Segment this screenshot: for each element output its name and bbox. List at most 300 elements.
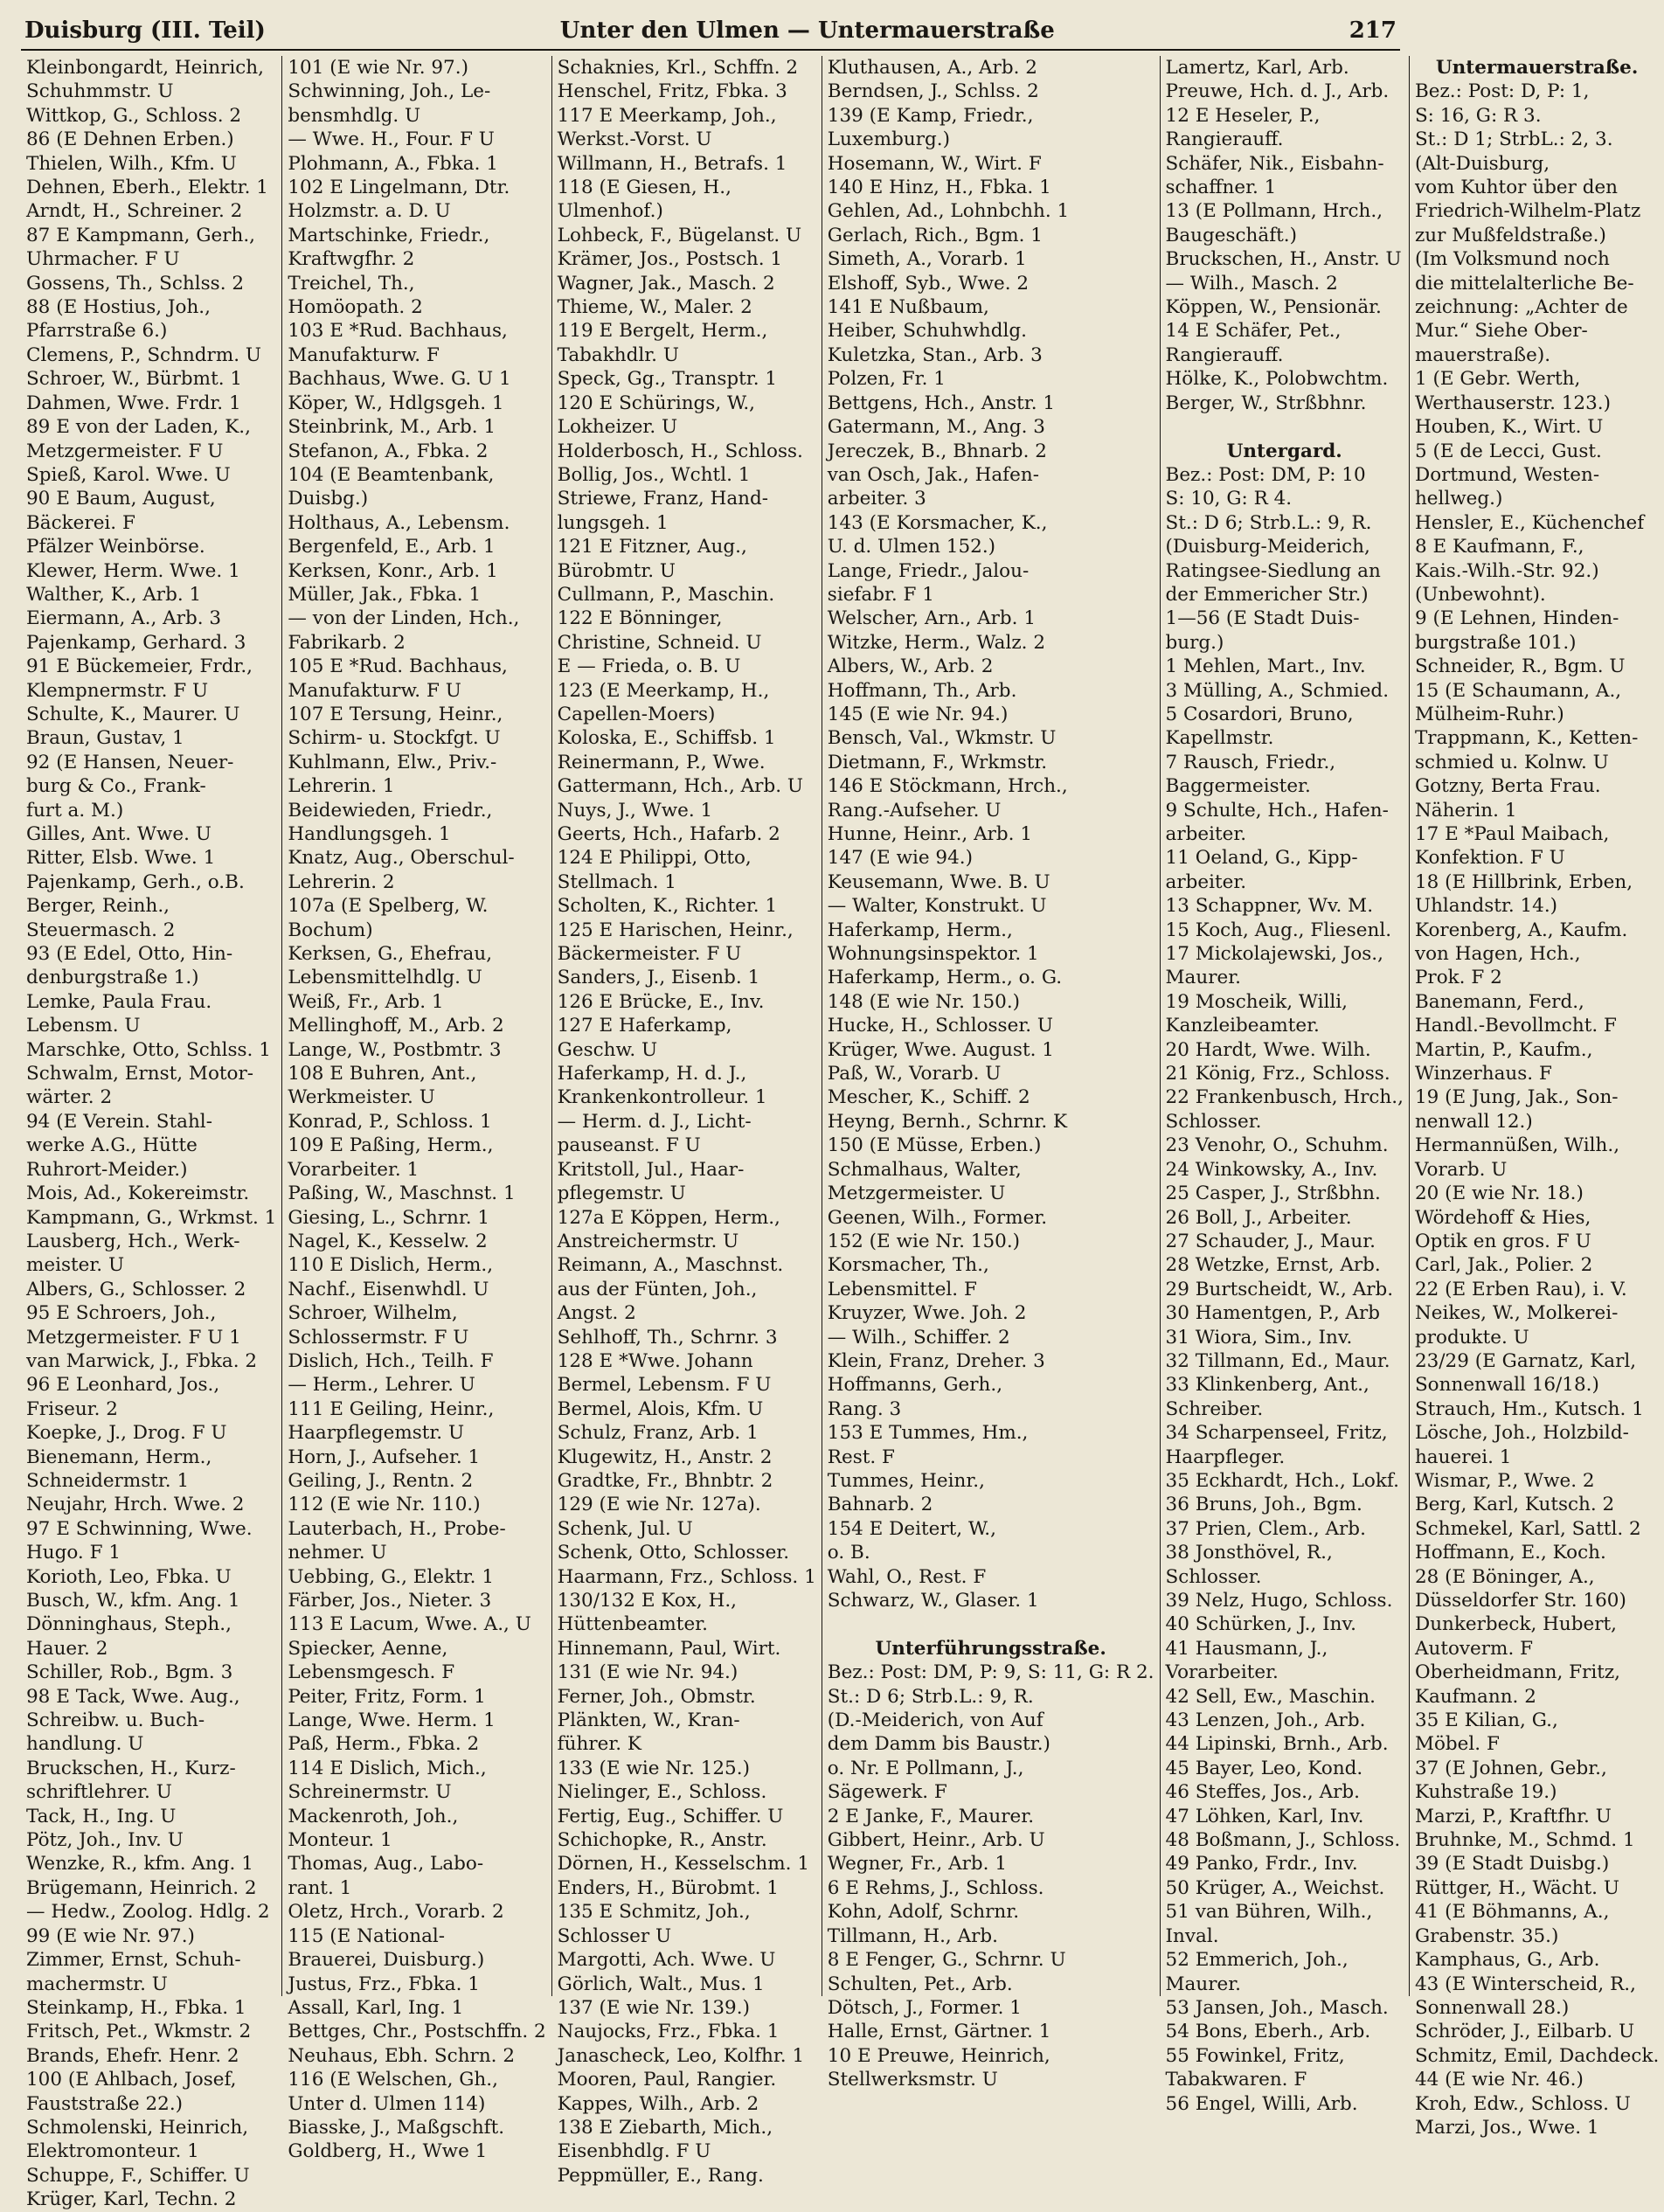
directory-entry: St.: D 6; Strb.L.: 9, R. bbox=[1165, 511, 1372, 534]
directory-entry: Heyng, Bernh., Schrnr. K bbox=[827, 1110, 1068, 1133]
street-heading: Untermauerstraße. bbox=[1435, 57, 1639, 79]
directory-entry: Walther, K., Arb. 1 bbox=[26, 583, 202, 606]
directory-entry: S: 16, G: R 3. bbox=[1414, 104, 1542, 127]
directory-entry: burg.) bbox=[1165, 631, 1224, 654]
directory-entry: Kerksen, G., Ehefrau, bbox=[288, 943, 493, 966]
directory-entry: 23 Venohr, O., Schuhm. bbox=[1165, 1134, 1389, 1157]
directory-entry: Heiber, Schuhwhdlg. bbox=[827, 320, 1027, 343]
directory-entry: Krämer, Jos., Postsch. 1 bbox=[557, 248, 783, 271]
directory-entry: Neujahr, Hrch. Wwe. 2 bbox=[26, 1494, 245, 1516]
directory-entry: Bäckermeister. F U bbox=[557, 943, 742, 966]
directory-entry: von Hagen, Hch., bbox=[1414, 943, 1581, 966]
directory-entry: Angst. 2 bbox=[557, 1302, 636, 1325]
directory-entry: Köppen, W., Pensionär. bbox=[1165, 296, 1382, 319]
directory-entry: 98 E Tack, Wwe. Aug., bbox=[26, 1685, 240, 1708]
directory-entry: Weiß, Fr., Arb. 1 bbox=[288, 990, 444, 1013]
directory-entry bbox=[1166, 415, 1404, 439]
directory-entry: Wismar, P., Wwe. 2 bbox=[1414, 1469, 1595, 1492]
directory-entry: Geenen, Wilh., Former. bbox=[827, 1206, 1048, 1229]
directory-entry: Paß, W., Vorarb. U bbox=[827, 1063, 1002, 1085]
directory-entry: Kuhlmann, Elw., Priv.- bbox=[288, 751, 497, 773]
directory-entry: Paßing, W., Maschnst. 1 bbox=[288, 1182, 516, 1205]
directory-entry: Dietmann, F., Wrkmstr. bbox=[827, 751, 1048, 773]
directory-entry: 42 Sell, Ew., Maschin. bbox=[1165, 1685, 1376, 1708]
directory-entry: 37 (E Johnen, Gebr., bbox=[1414, 1757, 1607, 1779]
column-1 bbox=[21, 56, 282, 2211]
directory-entry: Lauterbach, H., Probe- bbox=[288, 1517, 506, 1540]
directory-entry: St.: D 6; Strb.L.: 9, R. bbox=[827, 1685, 1034, 1708]
directory-entry: Naujocks, Frz., Fbka. 1 bbox=[557, 2021, 780, 2043]
directory-entry: Haferkamp, H. d. J., bbox=[557, 1063, 747, 1085]
directory-entry: Anstreichermstr. U bbox=[557, 1230, 739, 1252]
directory-entry: (Im Volksmund noch bbox=[1414, 248, 1610, 271]
directory-entry: Pfarrstraße 6.) bbox=[26, 320, 168, 343]
directory-entry: Schmolenski, Heinrich, bbox=[26, 2116, 249, 2139]
directory-entry: 50 Krüger, A., Weichst. bbox=[1165, 1876, 1385, 1899]
directory-entry: arbeiter. bbox=[1165, 870, 1247, 893]
directory-entry: Schreinermstr. U bbox=[288, 1781, 452, 1804]
directory-entry: Schaknies, Krl., Schffn. 2 bbox=[557, 57, 799, 79]
directory-entry: Friseur. 2 bbox=[26, 1397, 118, 1420]
directory-entry: 99 (E wie Nr. 97.) bbox=[26, 1924, 195, 1947]
directory-entry: 96 E Leonhard, Jos., bbox=[26, 1374, 220, 1397]
directory-entry: 88 (E Hostius, Joh., bbox=[26, 296, 211, 319]
directory-entry: Mescher, K., Schiff. 2 bbox=[827, 1086, 1030, 1109]
directory-entry: Kluthausen, A., Arb. 2 bbox=[827, 57, 1037, 79]
directory-entry: Geerts, Hch., Hafarb. 2 bbox=[557, 823, 780, 845]
directory-entry: Bienemann, Herm., bbox=[26, 1446, 212, 1468]
directory-entry: Rangierauff. bbox=[1165, 343, 1284, 366]
column-4 bbox=[822, 56, 1161, 2091]
directory-entry: Busch, W., kfm. Ang. 1 bbox=[26, 1590, 240, 1612]
directory-entry: Schwalm, Ernst, Motor- bbox=[26, 1063, 254, 1085]
directory-entry: Haferkamp, Herm., bbox=[827, 919, 1013, 941]
directory-entry: Schneider, R., Bgm. U bbox=[1414, 655, 1626, 678]
directory-entry: 23/29 (E Garnatz, Karl, bbox=[1414, 1349, 1637, 1372]
directory-entry: Oberheidmann, Fritz, bbox=[1414, 1661, 1620, 1684]
directory-entry: meister. U bbox=[26, 1254, 125, 1277]
directory-entry: Striewe, Franz, Hand- bbox=[557, 488, 769, 510]
directory-entry: Hunne, Heinr., Arb. 1 bbox=[827, 823, 1032, 845]
directory-entry: Korenberg, A., Kaufm. bbox=[1414, 919, 1628, 941]
directory-entry: Lausberg, Hch., Werk- bbox=[26, 1230, 240, 1252]
directory-entry: Müller, Jak., Fbka. 1 bbox=[288, 583, 482, 606]
directory-entry: Hölke, K., Polobwchtm. bbox=[1165, 368, 1389, 391]
directory-entry: 122 E Bönninger, bbox=[557, 607, 723, 630]
directory-entry: Gibbert, Heinr., Arb. U bbox=[827, 1829, 1045, 1852]
directory-entry: Düsseldorfer Str. 160) bbox=[1414, 1590, 1626, 1612]
directory-entry: furt a. M.) bbox=[26, 799, 124, 822]
directory-entry: Kleinbongardt, Heinrich, bbox=[26, 57, 264, 79]
directory-entry: 127a E Köppen, Herm., bbox=[557, 1206, 780, 1229]
directory-entry: zur Mußfeldstraße.) bbox=[1414, 224, 1606, 246]
directory-entry: 31 Wiora, Sim., Inv. bbox=[1165, 1326, 1353, 1349]
directory-entry: Goldberg, H., Wwe 1 bbox=[288, 2140, 488, 2163]
directory-entry: Hermannüßen, Wilh., bbox=[1414, 1134, 1620, 1157]
directory-entry: Lehrerin. 2 bbox=[288, 870, 395, 893]
directory-entry: Bochum) bbox=[288, 919, 373, 941]
directory-entry: Rang.-Aufseher. U bbox=[827, 799, 1002, 822]
directory-entry: 125 E Harischen, Heinr., bbox=[557, 919, 794, 941]
directory-entry: Fritsch, Pet., Wkmstr. 2 bbox=[26, 2021, 252, 2043]
directory-entry: 28 Wetzke, Ernst, Arb. bbox=[1165, 1254, 1381, 1277]
directory-entry: Kais.-Wilh.-Str. 92.) bbox=[1414, 559, 1599, 582]
directory-entry: Haarmann, Frz., Schloss. 1 bbox=[557, 1565, 816, 1588]
directory-entry: Grabenstr. 35.) bbox=[1414, 1924, 1559, 1947]
directory-entry: Vorarb. U bbox=[1414, 1158, 1508, 1181]
directory-entry: Scholten, K., Richter. 1 bbox=[557, 895, 778, 918]
directory-entry: bensmhdlg. U bbox=[288, 104, 421, 127]
directory-entry: 113 E Lacum, Wwe. A., U bbox=[288, 1613, 531, 1636]
directory-entry: Ratingsee-Siedlung an bbox=[1165, 559, 1381, 582]
directory-entry: 130/132 E Kox, H., bbox=[557, 1590, 737, 1612]
directory-entry: Kritstoll, Jul., Haar- bbox=[557, 1158, 745, 1181]
directory-entry: — Wwe. H., Four. F U bbox=[288, 128, 495, 151]
directory-entry: Gilles, Ant. Wwe. U bbox=[26, 823, 211, 845]
directory-entry: 135 E Schmitz, Joh., bbox=[557, 1901, 751, 1924]
directory-entry: Knatz, Aug., Oberschul- bbox=[288, 847, 515, 870]
directory-entry: 2 E Janke, F., Maurer. bbox=[827, 1805, 1035, 1827]
directory-entry: — Herm. d. J., Licht- bbox=[557, 1110, 752, 1133]
directory-entry: Bruckschen, H., Anstr. U bbox=[1165, 248, 1402, 271]
directory-entry: Wohnungsinspektor. 1 bbox=[827, 943, 1039, 966]
directory-entry: Dehnen, Eberh., Elektr. 1 bbox=[26, 177, 268, 199]
directory-entry: Uebbing, G., Elektr. 1 bbox=[288, 1565, 495, 1588]
directory-entry: Dahmen, Wwe. Frdr. 1 bbox=[26, 392, 241, 414]
directory-entry: U. d. Ulmen 152.) bbox=[827, 536, 996, 558]
directory-entry: der Emmericher Str.) bbox=[1165, 583, 1369, 606]
directory-entry: machermstr. U bbox=[26, 1973, 168, 1995]
directory-entry: 13 (E Pollmann, Hrch., bbox=[1165, 200, 1383, 223]
directory-entry: dem Damm bis Baustr.) bbox=[827, 1733, 1050, 1756]
directory-entry: 26 Boll, J., Arbeiter. bbox=[1165, 1206, 1352, 1229]
directory-entry: Ritter, Elsb. Wwe. 1 bbox=[26, 847, 216, 870]
directory-entry: 143 (E Korsmacher, K., bbox=[827, 511, 1048, 534]
directory-entry: Brands, Ehefr. Henr. 2 bbox=[26, 2044, 239, 2067]
directory-entry: Schichopke, R., Anstr. bbox=[557, 1829, 767, 1852]
directory-entry: Bruhnke, M., Schmd. 1 bbox=[1414, 1829, 1635, 1852]
directory-entry: Speck, Gg., Transptr. 1 bbox=[557, 368, 778, 391]
directory-entry: Mackenroth, Joh., bbox=[288, 1805, 459, 1827]
directory-entry: 10 E Preuwe, Heinrich, bbox=[827, 2044, 1050, 2067]
directory-entry: Plohmann, A., Fbka. 1 bbox=[288, 152, 498, 175]
directory-entry: Bollig, Jos., Wchtl. 1 bbox=[557, 463, 751, 486]
directory-entry: Schneidermstr. 1 bbox=[26, 1469, 190, 1492]
directory-entry: Schroer, Wilhelm, bbox=[288, 1302, 458, 1325]
directory-entry: Schulz, Franz, Arb. 1 bbox=[557, 1422, 759, 1445]
directory-entry: Krüger, Karl, Techn. 2 bbox=[26, 2188, 237, 2211]
directory-entry: Schuhmmstr. U bbox=[26, 80, 174, 103]
directory-entry: Winzerhaus. F bbox=[1414, 1063, 1552, 1085]
directory-entry: schriftlehrer. U bbox=[26, 1781, 172, 1804]
directory-entry: Dunkerbeck, Hubert, bbox=[1414, 1613, 1617, 1636]
directory-entry: Polzen, Fr. 1 bbox=[827, 368, 946, 391]
directory-entry: 124 E Philippi, Otto, bbox=[557, 847, 752, 870]
directory-entry: Sägewerk. F bbox=[827, 1781, 947, 1804]
directory-entry: Gossens, Th., Schlss. 2 bbox=[26, 272, 245, 295]
directory-entry: 54 Bons, Eberh., Arb. bbox=[1165, 2021, 1371, 2043]
directory-entry: Arndt, H., Schreiner. 2 bbox=[26, 200, 243, 223]
directory-entry: (Unbewohnt). bbox=[1414, 583, 1546, 606]
column-2 bbox=[282, 56, 551, 2163]
directory-entry: Uhrmacher. F U bbox=[26, 248, 180, 271]
column-5 bbox=[1161, 56, 1410, 2115]
directory-entry: 118 (E Giesen, H., bbox=[557, 177, 731, 199]
directory-entry: 114 E Dislich, Mich., bbox=[288, 1757, 487, 1779]
directory-entry: E — Frieda, o. B. U bbox=[557, 655, 741, 678]
directory-entry: Sanders, J., Eisenb. 1 bbox=[557, 967, 760, 989]
directory-entry: schmied u. Kolnw. U bbox=[1414, 751, 1609, 773]
directory-entry: 111 E Geiling, Heinr., bbox=[288, 1397, 495, 1420]
directory-entry: Treichel, Th., bbox=[288, 272, 415, 295]
directory-entry: 47 Löhken, Karl, Inv. bbox=[1165, 1805, 1364, 1827]
directory-entry: 49 Panko, Frdr., Inv. bbox=[1165, 1853, 1358, 1876]
directory-entry: Dötsch, J., Former. 1 bbox=[827, 1996, 1022, 2019]
directory-entry: 133 (E wie Nr. 125.) bbox=[557, 1757, 750, 1779]
directory-entry: 55 Fowinkel, Fritz, bbox=[1165, 2044, 1345, 2067]
directory-entry: Baugeschäft.) bbox=[1165, 224, 1298, 246]
directory-entry: 101 (E wie Nr. 97.) bbox=[288, 57, 468, 79]
directory-entry: Kuhstraße 19.) bbox=[1414, 1781, 1557, 1804]
directory-entry: Kamphaus, G., Arb. bbox=[1414, 1949, 1600, 1972]
directory-entry: Neikes, W., Molkerei- bbox=[1414, 1302, 1619, 1325]
directory-entry: Manufakturw. F U bbox=[288, 679, 461, 702]
directory-entry: Schroer, W., Bürbmt. 1 bbox=[26, 368, 243, 391]
directory-entry: 36 Bruns, Joh., Bgm. bbox=[1165, 1494, 1362, 1516]
directory-entry: Stellmach. 1 bbox=[557, 870, 676, 893]
directory-entry: Korioth, Leo, Fbka. U bbox=[26, 1565, 232, 1588]
directory-entry: Schlosser. bbox=[1165, 1565, 1262, 1588]
directory-entry: burg & Co., Frank- bbox=[26, 775, 206, 798]
directory-entry: Lange, W., Postbmtr. 3 bbox=[288, 1038, 502, 1061]
directory-entry: Prok. F 2 bbox=[1414, 967, 1502, 989]
directory-entry: 17 Mickolajewski, Jos., bbox=[1165, 943, 1383, 966]
directory-entry: Tillmann, H., Arb. bbox=[827, 1924, 998, 1947]
directory-entry: Jereczek, B., Bhnarb. 2 bbox=[827, 440, 1047, 462]
directory-entry: Klugewitz, H., Anstr. 2 bbox=[557, 1446, 773, 1468]
directory-entry: produkte. U bbox=[1414, 1326, 1529, 1349]
directory-entry: Willmann, H., Betrafs. 1 bbox=[557, 152, 787, 175]
directory-entry: Optik en gros. F U bbox=[1414, 1230, 1591, 1252]
directory-entry: Gradtke, Fr., Bhnbtr. 2 bbox=[557, 1469, 773, 1492]
directory-entry: mauerstraße). bbox=[1414, 343, 1551, 366]
directory-entry: Kraftwgfhr. 2 bbox=[288, 248, 415, 271]
directory-entry: Schuppe, F., Schiffer. U bbox=[26, 2164, 250, 2187]
directory-entry: Klempnermstr. F U bbox=[26, 679, 209, 702]
directory-entry: 121 E Fitzner, Aug., bbox=[557, 536, 747, 558]
directory-entry: Friedrich-Wilhelm-Platz bbox=[1414, 200, 1641, 223]
directory-entry: Mellinghoff, M., Arb. 2 bbox=[288, 1015, 504, 1037]
directory-entry: Rüttger, H., Wächt. U bbox=[1414, 1876, 1619, 1899]
directory-entry: Sonnenwall 16/18.) bbox=[1414, 1374, 1599, 1397]
directory-entry: 24 Winkowsky, A., Inv. bbox=[1165, 1158, 1378, 1181]
directory-entry: Banemann, Ferd., bbox=[1414, 990, 1584, 1013]
directory-entry: Lohbeck, F., Bügelanst. U bbox=[557, 224, 802, 246]
directory-entry: Horn, J., Aufseher. 1 bbox=[288, 1446, 481, 1468]
directory-entry: Plänkten, W., Kran- bbox=[557, 1709, 740, 1732]
directory-entry: Dönninghaus, Steph., bbox=[26, 1613, 232, 1636]
directory-entry: Haarpflegemstr. U bbox=[288, 1422, 465, 1445]
directory-entry: 3 Mülling, A., Schmied. bbox=[1165, 679, 1390, 702]
directory-entry: Steuermasch. 2 bbox=[26, 919, 176, 941]
directory-entry: 110 E Dislich, Herm., bbox=[288, 1254, 494, 1277]
directory-entry: Metzgermeister. F U bbox=[26, 440, 224, 462]
directory-entry: 127 E Haferkamp, bbox=[557, 1015, 732, 1037]
directory-entry: 13 Schappner, Wv. M. bbox=[1165, 895, 1374, 918]
directory-entry: 44 (E wie Nr. 46.) bbox=[1414, 2069, 1584, 2091]
directory-entry: Fabrikarb. 2 bbox=[288, 631, 406, 654]
directory-entry: Kampmann, G., Wrkmst. 1 bbox=[26, 1206, 277, 1229]
directory-entry: Zimmer, Ernst, Schuh- bbox=[26, 1949, 241, 1972]
directory-entry: Schmitz, Emil, Dachdeck. bbox=[1414, 2044, 1660, 2067]
directory-entry: 56 Engel, Willi, Arb. bbox=[1165, 2092, 1358, 2115]
directory-entry: 148 (E wie Nr. 150.) bbox=[827, 990, 1021, 1013]
directory-entry: Sehlhoff, Th., Schrnr. 3 bbox=[557, 1326, 778, 1349]
directory-entry: Reimann, A., Maschnst. bbox=[557, 1254, 784, 1277]
directory-entry: rant. 1 bbox=[288, 1876, 352, 1899]
directory-entry: Houben, K., Wirt. U bbox=[1414, 416, 1604, 439]
directory-entry: 87 E Kampmann, Gerh., bbox=[26, 224, 256, 246]
directory-entry: Kerksen, Konr., Arb. 1 bbox=[288, 559, 498, 582]
directory-entry: 126 E Brücke, E., Inv. bbox=[557, 990, 765, 1013]
directory-entry: Bermel, Lebensm. F U bbox=[557, 1374, 772, 1397]
directory-entry: Schmalhaus, Walter, bbox=[827, 1158, 1022, 1181]
directory-entry: 116 (E Welschen, Gh., bbox=[288, 2069, 498, 2091]
directory-entry: Homöopath. 2 bbox=[288, 296, 423, 319]
directory-entry: Pajenkamp, Gerh., o.B. bbox=[26, 870, 245, 893]
directory-entry: 20 (E wie Nr. 18.) bbox=[1414, 1182, 1584, 1205]
directory-entry: van Osch, Jak., Hafen- bbox=[827, 463, 1039, 486]
directory-entry: o. Nr. E Pollmann, J., bbox=[827, 1757, 1024, 1779]
directory-entry: Hugo. F 1 bbox=[26, 1542, 121, 1564]
directory-entry: Werkst.-Vorst. U bbox=[557, 128, 712, 151]
directory-entry: 41 Hausmann, J., bbox=[1165, 1637, 1328, 1660]
directory-entry: Thielen, Wilh., Kfm. U bbox=[26, 152, 237, 175]
directory-entry: 52 Emmerich, Joh., bbox=[1165, 1949, 1349, 1972]
directory-entry: Dislich, Hch., Teilh. F bbox=[288, 1349, 494, 1372]
directory-entry: Schenk, Otto, Schlosser. bbox=[557, 1542, 790, 1564]
directory-entry: 22 Frankenbusch, Hrch., bbox=[1165, 1086, 1404, 1109]
directory-entry: 20 Hardt, Wwe. Wilh. bbox=[1165, 1038, 1371, 1061]
directory-entry: Sonnenwall 28.) bbox=[1414, 1996, 1570, 2019]
directory-entry: 108 E Buhren, Ant., bbox=[288, 1063, 477, 1085]
directory-entry: Schirm- u. Stockfgt. U bbox=[288, 727, 501, 750]
directory-entry: Elshoff, Syb., Wwe. 2 bbox=[827, 272, 1030, 295]
directory-entry: Schwinning, Joh., Le- bbox=[288, 80, 491, 103]
directory-entry: 5 Cosardori, Bruno, bbox=[1165, 703, 1354, 725]
directory-entry: Werkmeister. U bbox=[288, 1086, 435, 1109]
directory-entry: 32 Tillmann, Ed., Maur. bbox=[1165, 1349, 1390, 1372]
directory-entry: Brauerei, Duisburg.) bbox=[288, 1949, 485, 1972]
directory-entry: Hensler, E., Küchenchef bbox=[1414, 511, 1645, 534]
directory-entry: 112 (E wie Nr. 110.) bbox=[288, 1494, 481, 1516]
directory-entry: 119 E Bergelt, Herm., bbox=[557, 320, 768, 343]
directory-entry: 131 (E wie Nr. 94.) bbox=[557, 1661, 738, 1684]
directory-entry: arbeiter. bbox=[1165, 823, 1247, 845]
directory-entry: Berger, Reinh., bbox=[26, 895, 170, 918]
directory-entry: Schiller, Rob., Bgm. 3 bbox=[26, 1661, 233, 1684]
directory-entry: 5 (E de Lecci, Gust. bbox=[1414, 440, 1602, 462]
directory-entry: Schreiber. bbox=[1165, 1397, 1264, 1420]
directory-entry: 25 Casper, J., Strßbhn. bbox=[1165, 1182, 1381, 1205]
directory-entry: 21 König, Frz., Schloss. bbox=[1165, 1063, 1390, 1085]
directory-entry: Hauer. 2 bbox=[26, 1637, 108, 1660]
directory-entry: 103 E *Rud. Bachhaus, bbox=[288, 320, 508, 343]
directory-entry: Eisenbhdlg. F U bbox=[557, 2140, 711, 2163]
directory-entry: Uhlandstr. 14.) bbox=[1414, 895, 1558, 918]
directory-entry: Welscher, Arn., Arb. 1 bbox=[827, 607, 1037, 630]
directory-entry: Lange, Wwe. Herm. 1 bbox=[288, 1709, 496, 1732]
directory-entry: 35 E Kilian, G., bbox=[1414, 1709, 1558, 1732]
directory-entry: 9 (E Lehnen, Hinden- bbox=[1414, 607, 1619, 630]
directory-entry: Geschw. U bbox=[557, 1038, 658, 1061]
header-left-title: Duisburg (III. Teil) bbox=[24, 17, 266, 44]
directory-entry: 41 (E Böhmanns, A., bbox=[1414, 1901, 1610, 1924]
directory-entry: Strauch, Hm., Kutsch. 1 bbox=[1414, 1397, 1644, 1420]
directory-entry: 86 (E Dehnen Erben.) bbox=[26, 128, 234, 151]
directory-entry: 147 (E wie 94.) bbox=[827, 847, 973, 870]
directory-entry: Lokheizer. U bbox=[557, 416, 678, 439]
directory-entry: 154 E Deitert, W., bbox=[827, 1517, 996, 1540]
directory-entry: Konfektion. F U bbox=[1414, 847, 1565, 870]
directory-entry: Mooren, Paul, Rangier. bbox=[557, 2069, 777, 2091]
directory-entry: Spieß, Karol. Wwe. U bbox=[26, 463, 231, 486]
directory-entry: 43 Lenzen, Joh., Arb. bbox=[1165, 1709, 1366, 1732]
directory-entry: Schulten, Pet., Arb. bbox=[827, 1973, 1013, 1995]
page-header bbox=[21, 17, 1400, 51]
directory-entry: Tummes, Heinr., bbox=[827, 1469, 985, 1492]
directory-entry: Nagel, K., Kesselw. 2 bbox=[288, 1230, 488, 1252]
directory-entry: Lamertz, Karl, Arb. bbox=[1165, 57, 1349, 79]
directory-entry: 107a (E Spelberg, W. bbox=[288, 895, 489, 918]
directory-entry: Dortmund, Westen- bbox=[1414, 463, 1600, 486]
directory-entry: Gattermann, Hch., Arb. U bbox=[557, 775, 804, 798]
directory-entry: van Marwick, J., Fbka. 2 bbox=[26, 1349, 258, 1372]
directory-entry: Albers, G., Schlosser. 2 bbox=[26, 1278, 246, 1300]
directory-entry: Rangierauff. bbox=[1165, 128, 1284, 151]
street-heading: Untergard. bbox=[1226, 440, 1342, 462]
directory-entry: pflegemstr. U bbox=[557, 1182, 686, 1205]
directory-entry: lungsgeh. 1 bbox=[557, 511, 669, 534]
directory-entry: — von der Linden, Hch., bbox=[288, 607, 520, 630]
directory-entry: Hucke, H., Schlosser. U bbox=[827, 1015, 1054, 1037]
directory-entry: Eiermann, A., Arb. 3 bbox=[26, 607, 222, 630]
directory-entry: Kapellmstr. bbox=[1165, 727, 1274, 750]
directory-entry: Biasske, J., Maßgschft. bbox=[288, 2116, 505, 2139]
directory-entry: Handl.-Bevollmcht. F bbox=[1414, 1015, 1617, 1037]
directory-entry: 128 E *Wwe. Johann bbox=[557, 1349, 753, 1372]
directory-entry: 9 Schulte, Hch., Hafen- bbox=[1165, 799, 1389, 822]
directory-entry: Holzmstr. a. D. U bbox=[288, 200, 451, 223]
directory-entry: Kuletzka, Stan., Arb. 3 bbox=[827, 343, 1043, 366]
directory-entry: Marschke, Otto, Schlss. 1 bbox=[26, 1038, 271, 1061]
directory-entry: Ulmenhof.) bbox=[557, 200, 663, 223]
directory-entry: 139 (E Kamp, Friedr., bbox=[827, 104, 1034, 127]
directory-entry: Schenk, Jul. U bbox=[557, 1517, 693, 1540]
directory-entry: Enders, H., Bürobmt. 1 bbox=[557, 1876, 779, 1899]
directory-entry: 8 E Fenger, G., Schrnr. U bbox=[827, 1949, 1066, 1972]
header-center-title: Unter den Ulmen — Untermauerstraße bbox=[559, 17, 1055, 44]
directory-entry: hauerei. 1 bbox=[1414, 1446, 1512, 1468]
directory-entry: 145 (E wie Nr. 94.) bbox=[827, 703, 1009, 725]
directory-entry: Clemens, P., Schndrm. U bbox=[26, 343, 262, 366]
directory-entry: St.: D 1; StrbL.: 2, 3. bbox=[1414, 128, 1613, 151]
directory-entry: Möbel. F bbox=[1414, 1733, 1500, 1756]
directory-entry: Spiecker, Aenne, bbox=[288, 1637, 448, 1660]
directory-entry: 115 (E National- bbox=[288, 1924, 446, 1947]
directory-entry: Klewer, Herm. Wwe. 1 bbox=[26, 559, 240, 582]
directory-entry: Marzi, P., Kraftfhr. U bbox=[1414, 1805, 1612, 1827]
